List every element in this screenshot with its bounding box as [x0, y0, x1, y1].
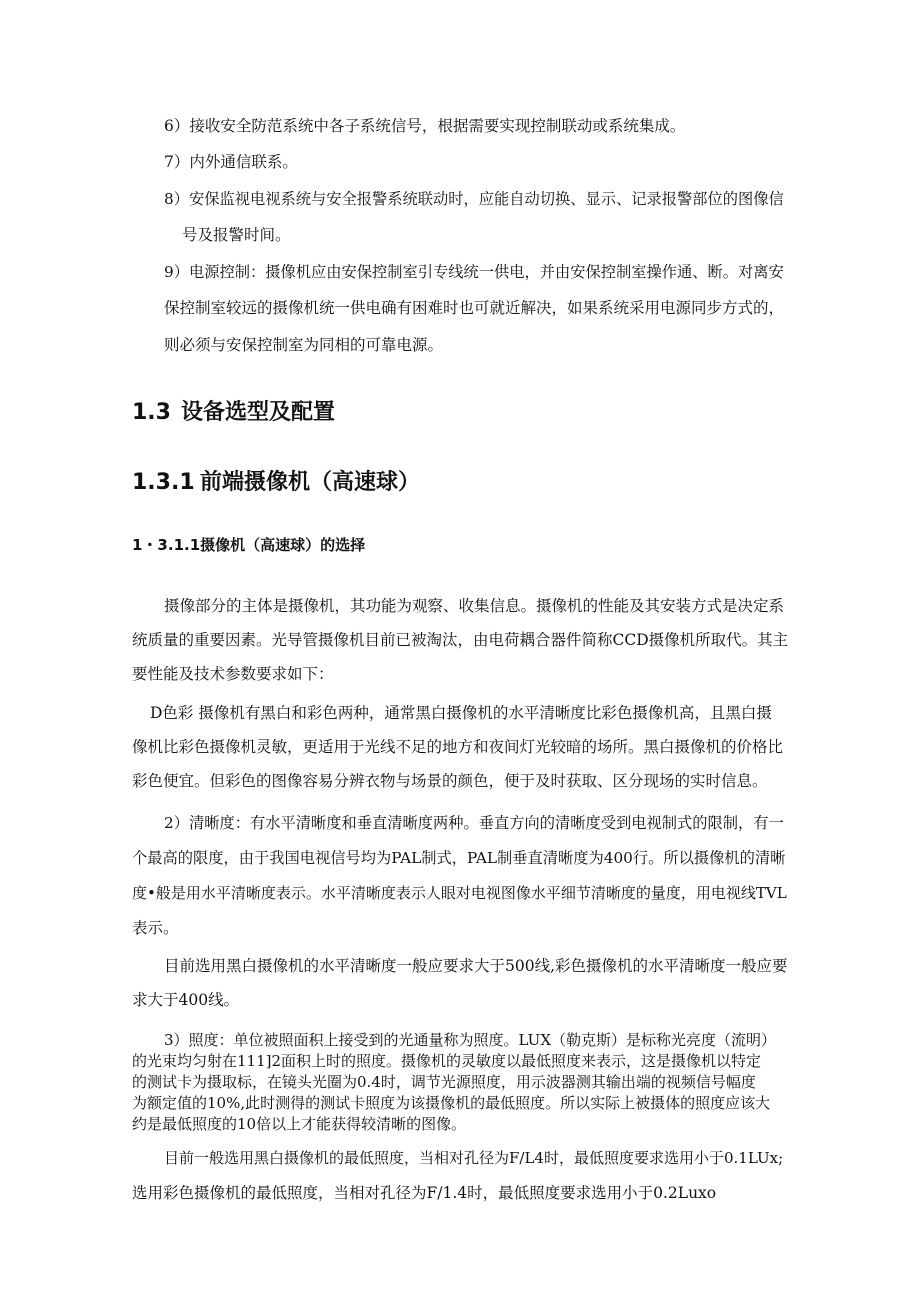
- heading-1-3-title: 设备选型及配置: [181, 400, 336, 425]
- current-line-2: 求大于400线。: [132, 991, 240, 1009]
- intro-line-1: 摄像部分的主体是摄像机，其功能为观察、收集信息。摄像机的性能及其安装方式是决定系: [164, 597, 785, 615]
- min-illum-line-1: 目前一般选用黑白摄像机的最低照度，当相对孔径为F/L4时，最低照度要求选用小于0.1LUx;: [164, 1149, 784, 1167]
- list-item-6: 6）接收安全防范系统中各子系统信号，根据需要实现控制联动或系统集成。: [164, 117, 686, 135]
- clarity-line-4: 表示。: [132, 919, 179, 937]
- heading-1-3: [132, 399, 335, 427]
- color-line-3: 彩色便宜。但彩色的图像容易分辨衣物与场景的颜色，便于及时获取、区分现场的实时信息。: [132, 772, 768, 790]
- heading-1-3-1: [132, 469, 420, 497]
- heading-1-3-1-number: 1.3.1: [132, 470, 195, 495]
- illum-line-2: 的光束均匀射在111]2面积上时的照度。摄像机的灵敏度以最低照度来表示，这是摄像机以特定: [132, 1052, 762, 1070]
- list-item-9-line-2: 保控制室较远的摄像机统一供电确有困难时也可就近解决，如果系统采用电源同步方式的，: [164, 299, 785, 317]
- list-item-9-line-3: 则必须与安保控制室为同相的可靠电源。: [164, 336, 444, 354]
- illum-line-3: 的测试卡为摄取标，在镜头光圈为0.4时，调节光源照度，用示波器测其输出端的视频信号幅度: [132, 1073, 756, 1091]
- heading-1-3-number: 1.3: [132, 400, 171, 425]
- illum-line-5: 约是最低照度的10倍以上才能获得较清晰的图像。: [132, 1115, 467, 1133]
- color-line-1: D色彩 摄像机有黑白和彩色两种，通常黑白摄像机的水平清晰度比彩色摄像机高，且黑白摄: [150, 704, 772, 722]
- heading-1-3-1-title: 前端摄像机（高速球）: [200, 470, 421, 495]
- min-illum-line-2: 选用彩色摄像机的最低照度，当相对孔径为F/1.4时，最低照度要求选用小于0.2Luxo: [132, 1184, 717, 1202]
- heading-1-3-1-1: 1・3.1.1摄像机（高速球）的选择: [132, 536, 366, 554]
- color-line-2: 像机比彩色摄像机灵敏，更适用于光线不足的地方和夜间灯光较暗的场所。黑白摄像机的价格比: [132, 738, 784, 756]
- current-line-1: 目前选用黑白摄像机的水平清晰度一般应要求大于500线,彩色摄像机的水平清晰度一般应要: [164, 957, 788, 975]
- list-item-8-line-2: 号及报警时间。: [182, 226, 291, 244]
- clarity-line-1: 2）清晰度：有水平清晰度和垂直清晰度两种。垂直方向的清晰度受到电视制式的限制，有一: [164, 814, 784, 832]
- clarity-line-3: 度•般是用水平清晰度表示。水平清晰度表示人眼对电视图像水平细节清晰度的量度，用电视线TVL: [132, 884, 787, 902]
- illum-line-4: 为额定值的10%,此时测得的测试卡照度为该摄像机的最低照度。所以实际上被摄体的照度应该大: [132, 1094, 771, 1112]
- intro-line-2: 统质量的重要因素。光导管摄像机目前已被淘汰，由电荷耦合器件简称CCD摄像机所取代。其主: [132, 631, 789, 649]
- list-item-8-line-1: 8）安保监视电视系统与安全报警系统联动时，应能自动切换、显示、记录报警部位的图像信: [164, 190, 784, 208]
- intro-line-3: 要性能及技术参数要求如下：: [132, 665, 334, 683]
- list-item-9-line-1: 9）电源控制：摄像机应由安保控制室引专线统一供电，并由安保控制室操作通、断。对离安: [164, 263, 784, 281]
- list-item-7: 7）内外通信联系。: [164, 153, 298, 171]
- illum-line-1: 3）照度：单位被照面积上接受到的光通量称为照度。LUX（勒克斯）是标称光亮度（流明）: [164, 1031, 777, 1049]
- clarity-line-2: 个最高的限度，由于我国电视信号均为PAL制式，PAL制垂直清晰度为400行。所以摄像机的清晰: [132, 849, 786, 867]
